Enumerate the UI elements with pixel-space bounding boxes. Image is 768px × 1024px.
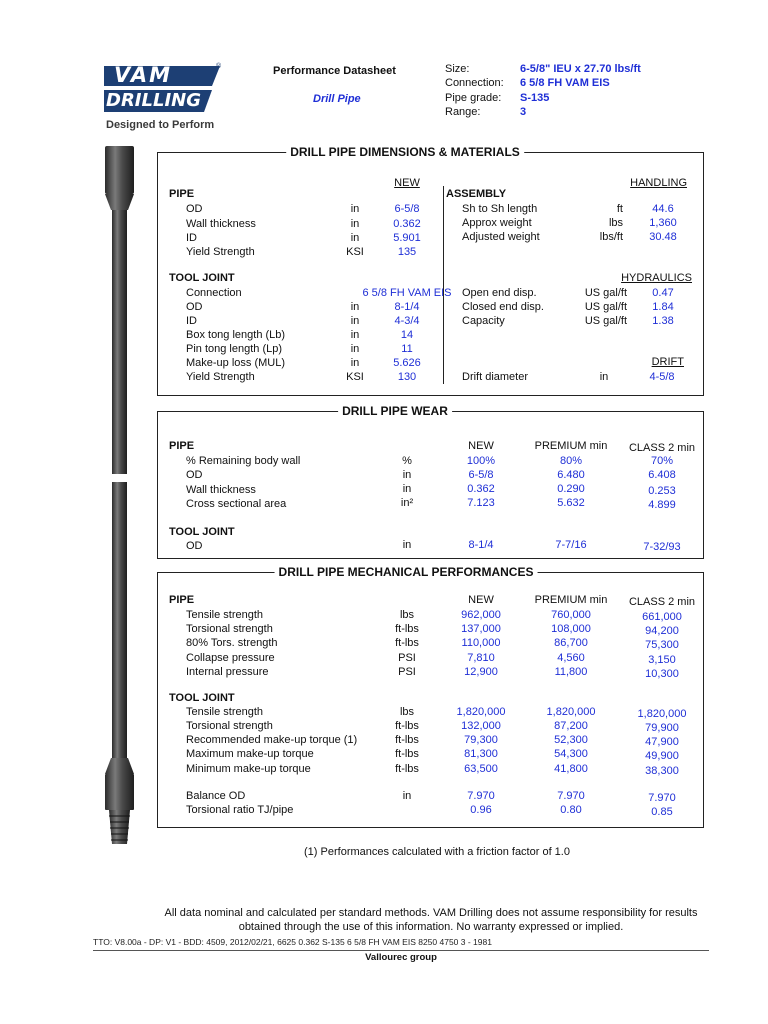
mech-row-label: Internal pressure (186, 666, 269, 678)
assembly-label: Adjusted weight (462, 231, 540, 243)
dims-tj-label: Yield Strength (186, 371, 255, 383)
mech-row-label: Tensile strength (186, 609, 264, 621)
wear-pipe-premium: 0.290 (557, 483, 585, 495)
dims-tj-value: 5.626 (393, 357, 421, 369)
hydraulics-label: Capacity (462, 315, 505, 327)
wear-pipe-header: PIPE (169, 440, 195, 452)
mech-value-premium: 52,300 (554, 734, 588, 746)
mech-value-premium: 11,800 (554, 666, 588, 678)
dims-tj-unit: in (350, 343, 360, 355)
wear-pipe-new: 6-5/8 (468, 469, 494, 481)
mech-row-label: Tensile strength (186, 706, 264, 718)
mech-col-premium: PREMIUM min (534, 594, 608, 606)
logo-top-word: VAM (114, 63, 172, 87)
mech-row-unit: ft-lbs (395, 748, 419, 760)
wear-tj-new: 8-1/4 (468, 539, 494, 551)
dims-new-header: NEW (394, 177, 420, 189)
dims-pipe-label: OD (186, 203, 203, 215)
mech-value-class2: 661,000 (642, 611, 682, 623)
drift-value: 4-5/8 (649, 371, 675, 383)
connection-label: Connection: (445, 77, 504, 89)
mech-row-label: Torsional strength (186, 720, 273, 732)
logo-trademark: ® (216, 63, 222, 70)
mech-row-label: Torsional strength (186, 623, 273, 635)
mech-row-unit: PSI (398, 652, 416, 664)
assembly-value: 44.6 (652, 203, 674, 215)
wear-col-class2: CLASS 2 min (628, 442, 696, 454)
assembly-label: Sh to Sh length (462, 203, 538, 215)
footnote: (1) Performances calculated with a friction factor of 1.0 (304, 846, 570, 858)
assembly-unit: lbs/ft (599, 231, 623, 243)
wear-tj-label: OD (186, 540, 203, 552)
wear-pipe-label: % Remaining body wall (186, 455, 301, 467)
wear-pipe-label: Wall thickness (186, 484, 256, 496)
dims-pipe-unit: in (350, 203, 360, 215)
mech-row-unit: in (402, 790, 412, 802)
mechanical-section-title: DRILL PIPE MECHANICAL PERFORMANCES (275, 565, 538, 579)
range-label: Range: (445, 106, 481, 118)
hydraulics-unit: US gal/ft (584, 315, 627, 327)
wear-pipe-unit: % (402, 455, 412, 467)
assembly-value: 1,360 (649, 217, 677, 229)
hydraulics-value: 0.47 (652, 287, 674, 299)
wear-tj-class2: 7-32/93 (643, 541, 681, 553)
wear-pipe-class2: 6.408 (648, 469, 676, 481)
mech-row-unit: lbs (399, 609, 415, 621)
mech-row-unit: ft-lbs (395, 623, 419, 635)
assembly-value: 30.48 (649, 231, 677, 243)
wear-pipe-new: 7.123 (467, 497, 495, 509)
logo-bottom-word: DRILLING (106, 90, 201, 111)
drift-label: Drift diameter (462, 371, 529, 383)
mech-row-label: Recommended make-up torque (1) (186, 734, 358, 746)
mech-value-new: 63,500 (464, 763, 498, 775)
reference-line: TTO: V8.00a - DP: V1 - BDD: 4509, 2012/02/21, 6625 0.362 S-135 6 5/8 FH VAM EIS 8250 4750 3 - 1981 (93, 937, 492, 947)
wear-pipe-premium: 5.632 (557, 497, 585, 509)
mech-value-premium: 1,820,000 (546, 706, 596, 718)
mech-value-class2: 10,300 (645, 668, 679, 680)
mech-row-label: Maximum make-up torque (186, 748, 314, 760)
mech-value-class2: 3,150 (648, 654, 676, 666)
doc-title: Performance Datasheet (273, 65, 396, 77)
wear-pipe-unit: in (402, 469, 412, 481)
assembly-unit: ft (616, 203, 623, 215)
mech-col-class2: CLASS 2 min (628, 596, 696, 608)
mech-value-new: 110,000 (461, 637, 501, 649)
disclaimer-line-2: obtained through the use of this information. No warranty expressed or implied. (238, 921, 624, 933)
dims-tj-label: Connection (186, 287, 242, 299)
mech-value-class2: 79,900 (645, 722, 679, 734)
mech-value-new: 79,300 (464, 734, 498, 746)
wear-tj-premium: 7-7/16 (555, 539, 587, 551)
dims-pipe-unit: KSI (346, 246, 364, 258)
mech-value-premium: 41,800 (554, 763, 588, 775)
hydraulics-unit: US gal/ft (584, 287, 627, 299)
mech-value-class2: 49,900 (645, 750, 679, 762)
wear-pipe-class2: 0.253 (648, 485, 676, 497)
mech-row-label: Balance OD (186, 790, 246, 802)
wear-pipe-class2: 70% (650, 455, 674, 467)
mech-value-premium: 0.80 (560, 804, 582, 816)
mech-value-new: 137,000 (461, 623, 501, 635)
dims-tj-label: Make-up loss (MUL) (186, 357, 286, 369)
mech-row-unit: ft-lbs (395, 720, 419, 732)
mech-value-class2: 75,300 (645, 639, 679, 651)
dims-pipe-value: 0.362 (393, 218, 421, 230)
dims-tj-label: OD (186, 301, 203, 313)
dims-column-divider (443, 186, 444, 384)
logo-tagline: Designed to Perform (106, 119, 215, 131)
dims-tj-value: 11 (401, 343, 413, 355)
company-name: Vallourec group (365, 952, 437, 963)
wear-col-new: NEW (468, 440, 494, 452)
mech-value-premium: 760,000 (551, 609, 591, 621)
dims-pipe-value: 6-5/8 (394, 203, 420, 215)
disclaimer-line-1: All data nominal and calculated per standard methods. VAM Drilling does not assume responsibility for results (164, 907, 698, 919)
dims-tj-unit: in (350, 329, 360, 341)
dims-tj-label: Box tong length (Lb) (186, 329, 286, 341)
pipe-grade-label: Pipe grade: (445, 92, 502, 104)
mech-value-class2: 94,200 (645, 625, 679, 637)
dims-tj-value: 8-1/4 (394, 301, 420, 313)
drift-header: DRIFT (651, 356, 684, 368)
wear-pipe-label: Cross sectional area (186, 498, 287, 510)
wear-pipe-premium: 80% (559, 455, 583, 467)
wear-tj-unit: in (402, 539, 412, 551)
vam-drilling-logo (104, 63, 224, 131)
dims-tj-value: 4-3/4 (394, 315, 420, 327)
mech-value-new: 81,300 (464, 748, 498, 760)
mech-row-label: Minimum make-up torque (186, 763, 311, 775)
connection-value: 6 5/8 FH VAM EIS (520, 77, 610, 89)
wear-pipe-new: 100% (466, 455, 496, 467)
range-value: 3 (520, 106, 527, 118)
assembly-header: ASSEMBLY (446, 188, 507, 200)
assembly-unit: lbs (608, 217, 623, 229)
hydraulics-label: Open end disp. (462, 287, 537, 299)
dims-tj-unit: in (350, 315, 360, 327)
wear-pipe-unit: in² (400, 497, 414, 509)
mech-value-premium: 86,700 (554, 637, 588, 649)
dims-pipe-value: 5.901 (393, 232, 421, 244)
mech-value-new: 0.96 (470, 804, 492, 816)
mech-value-class2: 0.85 (651, 806, 673, 818)
drill-pipe-illustration (100, 144, 140, 850)
dims-pipe-header: PIPE (169, 188, 195, 200)
mech-value-premium: 4,560 (557, 652, 585, 664)
size-label: Size: (445, 63, 470, 75)
hydraulics-value: 1.84 (652, 301, 674, 313)
wear-tool-joint-header: TOOL JOINT (169, 526, 235, 538)
mech-value-class2: 38,300 (645, 765, 679, 777)
wear-col-premium: PREMIUM min (534, 440, 608, 452)
dims-pipe-unit: in (350, 232, 360, 244)
mech-value-class2: 7.970 (648, 792, 676, 804)
size-value: 6-5/8" IEU x 27.70 lbs/ft (520, 63, 641, 75)
mech-col-new: NEW (468, 594, 494, 606)
dims-pipe-label: Yield Strength (186, 246, 255, 258)
mech-row-unit: ft-lbs (395, 637, 419, 649)
dims-tj-value: 6 5/8 FH VAM EIS (362, 287, 452, 299)
dims-tj-unit: in (350, 357, 360, 369)
mech-value-new: 1,820,000 (456, 706, 506, 718)
dims-tj-value: 130 (397, 371, 417, 383)
dims-pipe-value: 135 (397, 246, 417, 258)
hydraulics-header: HYDRAULICS (621, 272, 692, 284)
mech-row-unit: ft-lbs (395, 734, 419, 746)
mech-tool-joint-header: TOOL JOINT (169, 692, 235, 704)
mech-value-new: 7.970 (467, 790, 495, 802)
wear-pipe-new: 0.362 (467, 483, 495, 495)
mech-value-premium: 108,000 (551, 623, 591, 635)
mech-row-unit: PSI (398, 666, 416, 678)
wear-section-title: DRILL PIPE WEAR (338, 404, 452, 418)
dims-tool-joint-header: TOOL JOINT (169, 272, 235, 284)
pipe-grade-value: S-135 (520, 92, 550, 104)
dims-tj-unit: KSI (346, 371, 364, 383)
dims-pipe-unit: in (350, 218, 360, 230)
wear-pipe-class2: 4.899 (648, 499, 676, 511)
mech-row-unit: ft-lbs (395, 763, 419, 775)
dims-tj-label: ID (186, 315, 197, 327)
drift-unit: in (599, 371, 609, 383)
mech-row-label: Torsional ratio TJ/pipe (186, 804, 294, 816)
mech-value-premium: 54,300 (554, 748, 588, 760)
dims-tj-value: 14 (400, 329, 414, 341)
mech-value-new: 7,810 (467, 652, 495, 664)
mech-value-new: 132,000 (461, 720, 501, 732)
mech-row-unit: lbs (399, 706, 415, 718)
mech-value-premium: 87,200 (554, 720, 588, 732)
hydraulics-label: Closed end disp. (462, 301, 544, 313)
hydraulics-value: 1.38 (652, 315, 674, 327)
dims-tj-unit: in (350, 301, 360, 313)
assembly-label: Approx weight (462, 217, 532, 229)
mech-row-label: 80% Tors. strength (186, 637, 278, 649)
dims-pipe-label: Wall thickness (186, 218, 256, 230)
hydraulics-unit: US gal/ft (584, 301, 627, 313)
dimensions-section-title: DRILL PIPE DIMENSIONS & MATERIALS (286, 145, 524, 159)
mech-value-new: 12,900 (464, 666, 498, 678)
mech-value-premium: 7.970 (557, 790, 585, 802)
dims-tj-label: Pin tong length (Lp) (186, 343, 283, 355)
mech-value-new: 962,000 (461, 609, 501, 621)
wear-pipe-label: OD (186, 469, 203, 481)
handling-header: HANDLING (630, 177, 687, 189)
dims-pipe-label: ID (186, 232, 197, 244)
wear-pipe-premium: 6.480 (557, 469, 585, 481)
mech-pipe-header: PIPE (169, 594, 195, 606)
mech-value-class2: 47,900 (645, 736, 679, 748)
product-name: Drill Pipe (313, 93, 361, 105)
mech-value-class2: 1,820,000 (637, 708, 687, 720)
wear-pipe-unit: in (402, 483, 412, 495)
mech-row-label: Collapse pressure (186, 652, 275, 664)
